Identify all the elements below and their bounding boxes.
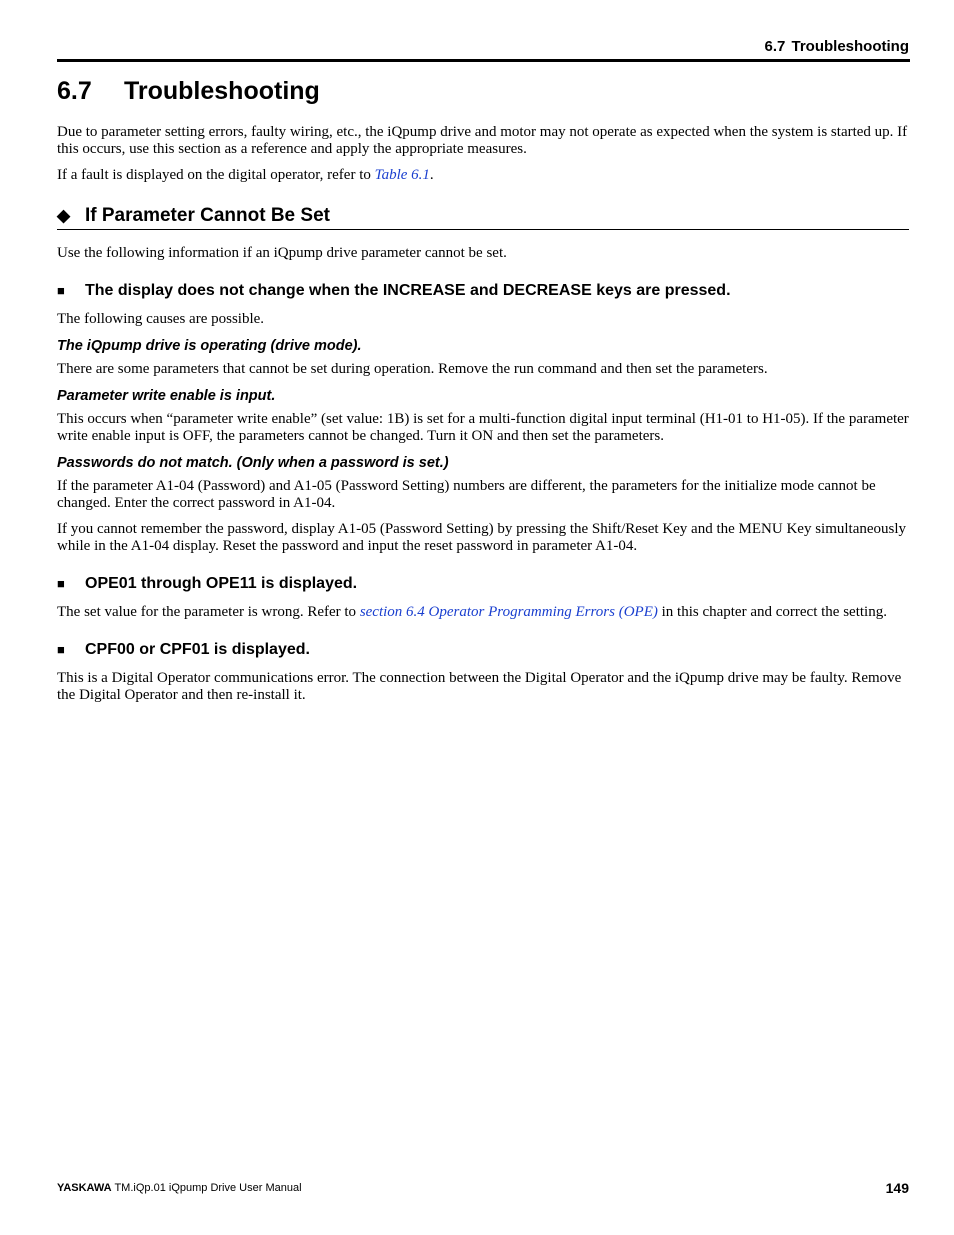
footer-manual-title (57, 1182, 302, 1194)
running-header: 6.7 Troubleshooting (764, 38, 909, 55)
cause-password-heading: Passwords do not match. (Only when a password is set.) (57, 455, 449, 471)
table-6-1-link[interactable]: Table 6.1 (374, 167, 430, 183)
square-bullet-icon: ■ (57, 576, 65, 591)
ope-text: The set value for the parameter is wrong. Refer to (57, 604, 360, 620)
section-number: 6.7 (57, 77, 92, 105)
fault-reference-text: If a fault is displayed on the digital operator, refer to (57, 167, 375, 183)
section-heading-parameter-cannot-be-set (57, 204, 909, 230)
subheading-text: The display does not change when the INCREASE and DECREASE keys are pressed. (85, 282, 731, 299)
subheading-ope-displayed (57, 574, 909, 594)
ope-text-end: in this chapter and correct the setting. (657, 604, 887, 620)
subheading-display-does-not-change (57, 281, 909, 301)
square-bullet-icon: ■ (57, 642, 65, 657)
intro-paragraph: Due to parameter setting errors, faulty wiring, etc., the iQpump drive and motor may not operate as expected when the system is started up. If this occurs, use this section as a reference and apply the appropriate measures. (57, 124, 908, 157)
cause-drive-mode-heading: The iQpump drive is operating (drive mode). (57, 338, 362, 354)
header-rule (57, 59, 910, 62)
subheading-text: OPE01 through OPE11 is displayed. (85, 575, 358, 592)
section-heading-text: If Parameter Cannot Be Set (85, 205, 330, 226)
causes-intro: The following causes are possible. (57, 311, 265, 327)
section-intro: Use the following information if an iQpump drive parameter cannot be set. (57, 245, 507, 261)
page-title (57, 74, 909, 108)
cause-write-enable-heading: Parameter write enable is input. (57, 388, 276, 404)
fault-reference-paragraph (57, 167, 909, 184)
fault-reference-end: . (429, 167, 434, 183)
subheading-text: CPF00 or CPF01 is displayed. (85, 641, 310, 658)
ope-paragraph (57, 604, 909, 621)
footer-brand: YASKAWA (57, 1182, 112, 1194)
footer-manual-name: TM.iQp.01 iQpump Drive User Manual (111, 1182, 302, 1194)
page-number: 149 (885, 1180, 909, 1196)
cause-password-text-2: If you cannot remember the password, display A1-05 (Password Setting) by pressing the Shift/Reset Key and the MENU Key simultaneously while in the A1-04 display. Reset the password and input the reset password in parameter A1-04. (57, 521, 907, 554)
section-6-4-link[interactable]: section 6.4 Operator Programming Errors (OPE) (359, 604, 658, 620)
diamond-bullet-icon: ◆ (57, 206, 71, 225)
subheading-cpf-displayed (57, 640, 909, 660)
page-content (57, 74, 909, 713)
cause-write-enable-text: This occurs when “parameter write enable” (set value: 1B) is set for a multi-function digital input terminal (H1-01 to H1-05). If the parameter write enable input is OFF, the parameters cannot be changed. Turn it ON and then set the parameters. (57, 411, 909, 444)
section-title: Troubleshooting (124, 77, 320, 105)
square-bullet-icon: ■ (57, 283, 65, 298)
cause-drive-mode-text: There are some parameters that cannot be set during operation. Remove the run command and then set the parameters. (57, 361, 768, 377)
cpf-paragraph: This is a Digital Operator communications error. The connection between the Digital Operator and the iQpump drive may be faulty. Remove the Digital Operator and then re-install it. (57, 670, 902, 703)
cause-password-text-1: If the parameter A1-04 (Password) and A1-05 (Password Setting) numbers are different, the parameters for the initialize mode cannot be changed. Enter the correct password in A1-04. (57, 478, 876, 511)
